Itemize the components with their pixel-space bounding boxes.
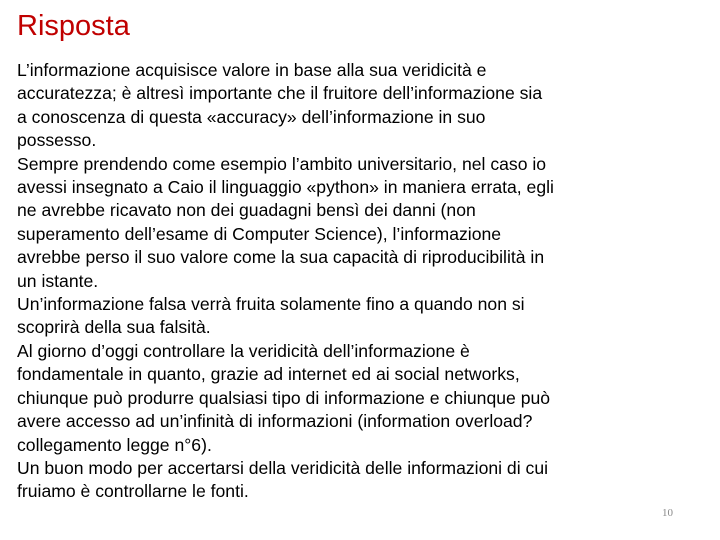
body-line: ne avrebbe ricavato non dei guadagni bensì dei danni (non	[17, 200, 476, 221]
slide-body	[17, 59, 657, 504]
body-line: avessi insegnato a Caio il linguaggio «python» in maniera errata, egli	[17, 177, 554, 198]
body-line: Sempre prendendo come esempio l’ambito universitario, nel caso io	[17, 153, 547, 174]
body-line: chiunque può produrre qualsiasi tipo di informazione e chiunque può	[17, 387, 551, 408]
body-line: superamento dell’esame di Computer Science), l’informazione	[17, 223, 502, 244]
slide-title: Risposta	[17, 10, 130, 42]
body-line: un istante.	[17, 270, 99, 291]
body-line: avrebbe perso il suo valore come la sua capacità di riproducibilità in	[17, 247, 545, 268]
body-line: Al giorno d’oggi controllare la veridicità dell’informazione è	[17, 340, 470, 361]
body-line: possesso.	[17, 130, 97, 151]
body-line: Un’informazione falsa verrà fruita solamente fino a quando non si	[17, 294, 525, 315]
body-line: scoprirà della sua falsità.	[17, 317, 211, 338]
body-line: Un buon modo per accertarsi della veridicità delle informazioni di cui	[17, 457, 549, 478]
body-line: L’informazione acquisisce valore in base alla sua veridicità e	[17, 60, 487, 80]
body-line: accuratezza; è altresì importante che il fruitore dell’informazione sia	[17, 83, 543, 104]
body-line: fruiamo è controllarne le fonti.	[17, 481, 249, 502]
body-line: avere accesso ad un’infinità di informazioni (information overload?	[17, 411, 533, 432]
page-number: 10	[662, 507, 673, 519]
body-line: collegamento legge n°6).	[17, 434, 212, 455]
body-line: fondamentale in quanto, grazie ad internet ed ai social networks,	[17, 364, 520, 385]
body-line: a conoscenza di questa «accuracy» dell’informazione in suo	[17, 106, 486, 127]
